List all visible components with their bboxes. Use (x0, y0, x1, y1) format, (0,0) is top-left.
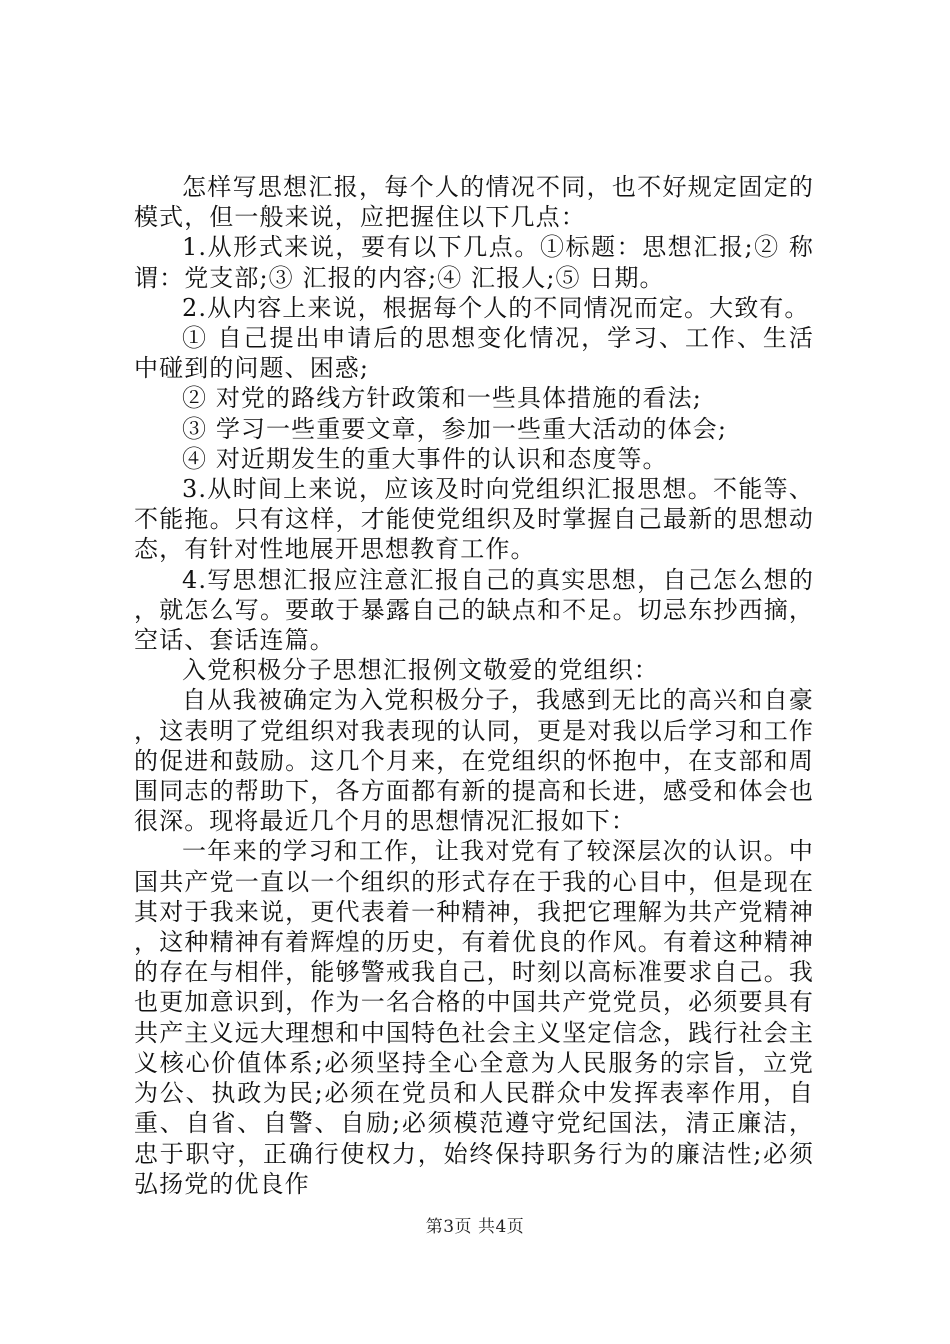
sub-item-4-paragraph: ④ 对近期发生的重大事件的认识和态度等。 (182, 444, 668, 473)
page-footer: 第3页 共4页 (425, 1217, 525, 1237)
document-body (134, 172, 814, 1199)
point-1-paragraph: 1.从形式来说，要有以下几点。①标题：思想汇报;② 称谓：党支部;③ 汇报的内容;④ 汇报人;⑤ 日期。 (134, 233, 814, 292)
sub-item-2-paragraph: ② 对党的路线方针政策和一些具体措施的看法; (182, 384, 702, 413)
point-2-paragraph: 2.从内容上来说，根据每个人的不同情况而定。大致有。 (182, 293, 810, 322)
point-4-paragraph: 4.写思想汇报应注意汇报自己的真实思想，自己怎么想的，就怎么写。要敢于暴露自己的缺点和不足。切忌东抄西摘，空话、套话连篇。 (134, 565, 814, 655)
example-paragraph-2: 一年来的学习和工作，让我对党有了较深层次的认识。中国共产党一直以一个组织的形式存在于我的心目中，但是现在其对于我来说，更代表着一种精神，我把它理解为共产党精神，这种精神有着辉煌的历史，有着优良的作风。有着这种精神的存在与相伴，能够警戒我自己，时刻以高标准要求自己。我也更加意识到，作为一名合格的中国共产党党员，必须要具有共产主义远大理想和中国特色社会主义坚定信念，践行社会主义核心价值体系;必须坚持全心全意为人民服务的宗旨，立党为公、执政为民;必须在党员和人民群众中发挥表率作用，自重、自省、自警、自励;必须模范遵守党纪国法，清正廉洁，忠于职守，正确行使权力，始终保持职务行为的廉洁性;必须弘扬党的优良作 (134, 837, 814, 1198)
sub-item-1-paragraph: ① 自己提出申请后的思想变化情况，学习、工作、生活中碰到的问题、困惑; (134, 324, 814, 383)
sub-item-3-paragraph: ③ 学习一些重要文章，参加一些重大活动的体会; (182, 414, 728, 443)
example-paragraph-1: 自从我被确定为入党积极分子，我感到无比的高兴和自豪，这表明了党组织对我表现的认同，更是对我以后学习和工作的促进和鼓励。这几个月来，在党组织的怀抱中，在支部和周围同志的帮助下，各方面都有新的提高和长进，感受和体会也很深。现将最近几个月的思想情况汇报如下： (134, 686, 814, 836)
intro-paragraph: 怎样写思想汇报，每个人的情况不同，也不好规定固定的模式，但一般来说，应把握住以下几点： (134, 173, 814, 232)
point-3-paragraph: 3.从时间上来说，应该及时向党组织汇报思想。不能等、不能拖。只有这样，才能使党组织及时掌握自己最新的思想动态，有针对性地展开思想教育工作。 (134, 475, 814, 564)
example-heading: 入党积极分子思想汇报例文敬爱的党组织： (182, 656, 659, 685)
